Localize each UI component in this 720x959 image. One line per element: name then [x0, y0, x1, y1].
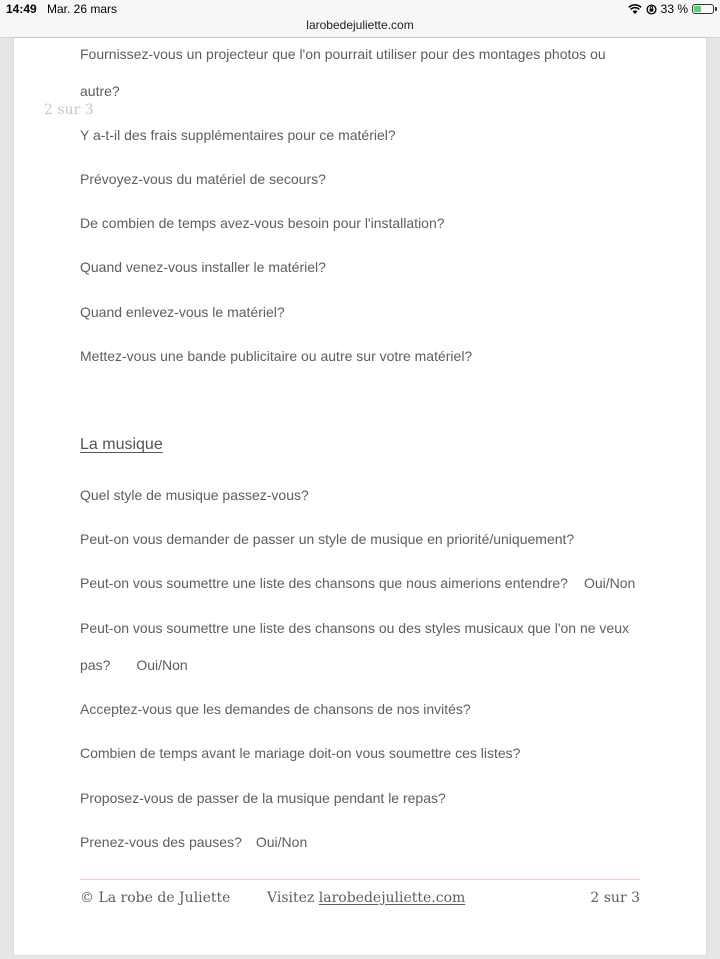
- question-song-list: Peut-on vous soumettre une liste des chansons que nous aimerions entendre? Oui/Non: [80, 575, 636, 591]
- status-bar: [0, 0, 720, 38]
- question-projector: Fournissez-vous un projecteur que l'on pourrait utiliser pour des montages photos ou: [80, 46, 606, 62]
- footer-page-number: 2 sur 3: [590, 890, 640, 906]
- document-page: [14, 38, 706, 955]
- question-music-style: Quel style de musique passez-vous?: [80, 487, 309, 503]
- question-install-when: Quand venez-vous installer le matériel?: [80, 259, 326, 275]
- answer-yes-no: Oui/Non: [136, 657, 188, 673]
- question-install-time: De combien de temps avez-vous besoin pour l'installation?: [80, 215, 445, 231]
- footer-divider: [80, 879, 640, 880]
- question-exclusion-list-cont: pas? Oui/Non: [80, 657, 188, 673]
- question-music-priority: Peut-on vous demander de passer un style de musique en priorité/uniquement?: [80, 531, 575, 547]
- question-guest-requests: Acceptez-vous que les demandes de chansons de nos invités?: [80, 701, 471, 717]
- footer-visit: Visitez larobedejuliette.com: [267, 890, 466, 906]
- battery-icon: [692, 4, 714, 14]
- question-remove: Quand enlevez-vous le matériel?: [80, 304, 285, 320]
- question-projector-cont: autre?: [80, 83, 120, 99]
- status-time: 14:49: [6, 2, 37, 16]
- question-banner: Mettez-vous une bande publicitaire ou autre sur votre matériel?: [80, 348, 473, 364]
- answer-yes-no: Oui/Non: [583, 575, 636, 591]
- question-list-deadline: Combien de temps avant le mariage doit-on vous soumettre ces listes?: [80, 745, 521, 761]
- status-date: Mar. 26 mars: [47, 2, 118, 16]
- question-meal-music: Proposez-vous de passer de la musique pendant le repas?: [80, 790, 446, 806]
- footer-website-link[interactable]: larobedejuliette.com: [318, 890, 466, 906]
- answer-yes-no: Oui/Non: [255, 834, 308, 850]
- question-breaks: Prenez-vous des pauses? Oui/Non: [80, 834, 308, 850]
- url-bar[interactable]: larobedejuliette.com: [306, 18, 414, 32]
- question-backup: Prévoyez-vous du matériel de secours?: [80, 171, 326, 187]
- question-fees: Y a-t-il des frais supplémentaires pour ce matériel?: [80, 127, 396, 143]
- footer-copyright: © La robe de Juliette: [80, 890, 231, 906]
- battery-percent: 33 %: [660, 2, 688, 16]
- page-footer: [80, 890, 640, 910]
- page-indicator: 2 sur 3: [44, 102, 94, 118]
- section-title-music: La musique: [80, 436, 163, 453]
- wifi-icon: [628, 4, 642, 15]
- rotation-lock-icon: [646, 4, 657, 15]
- question-exclusion-list: Peut-on vous soumettre une liste des chansons ou des styles musicaux que l'on ne veux: [80, 620, 629, 636]
- status-indicators: [628, 2, 714, 16]
